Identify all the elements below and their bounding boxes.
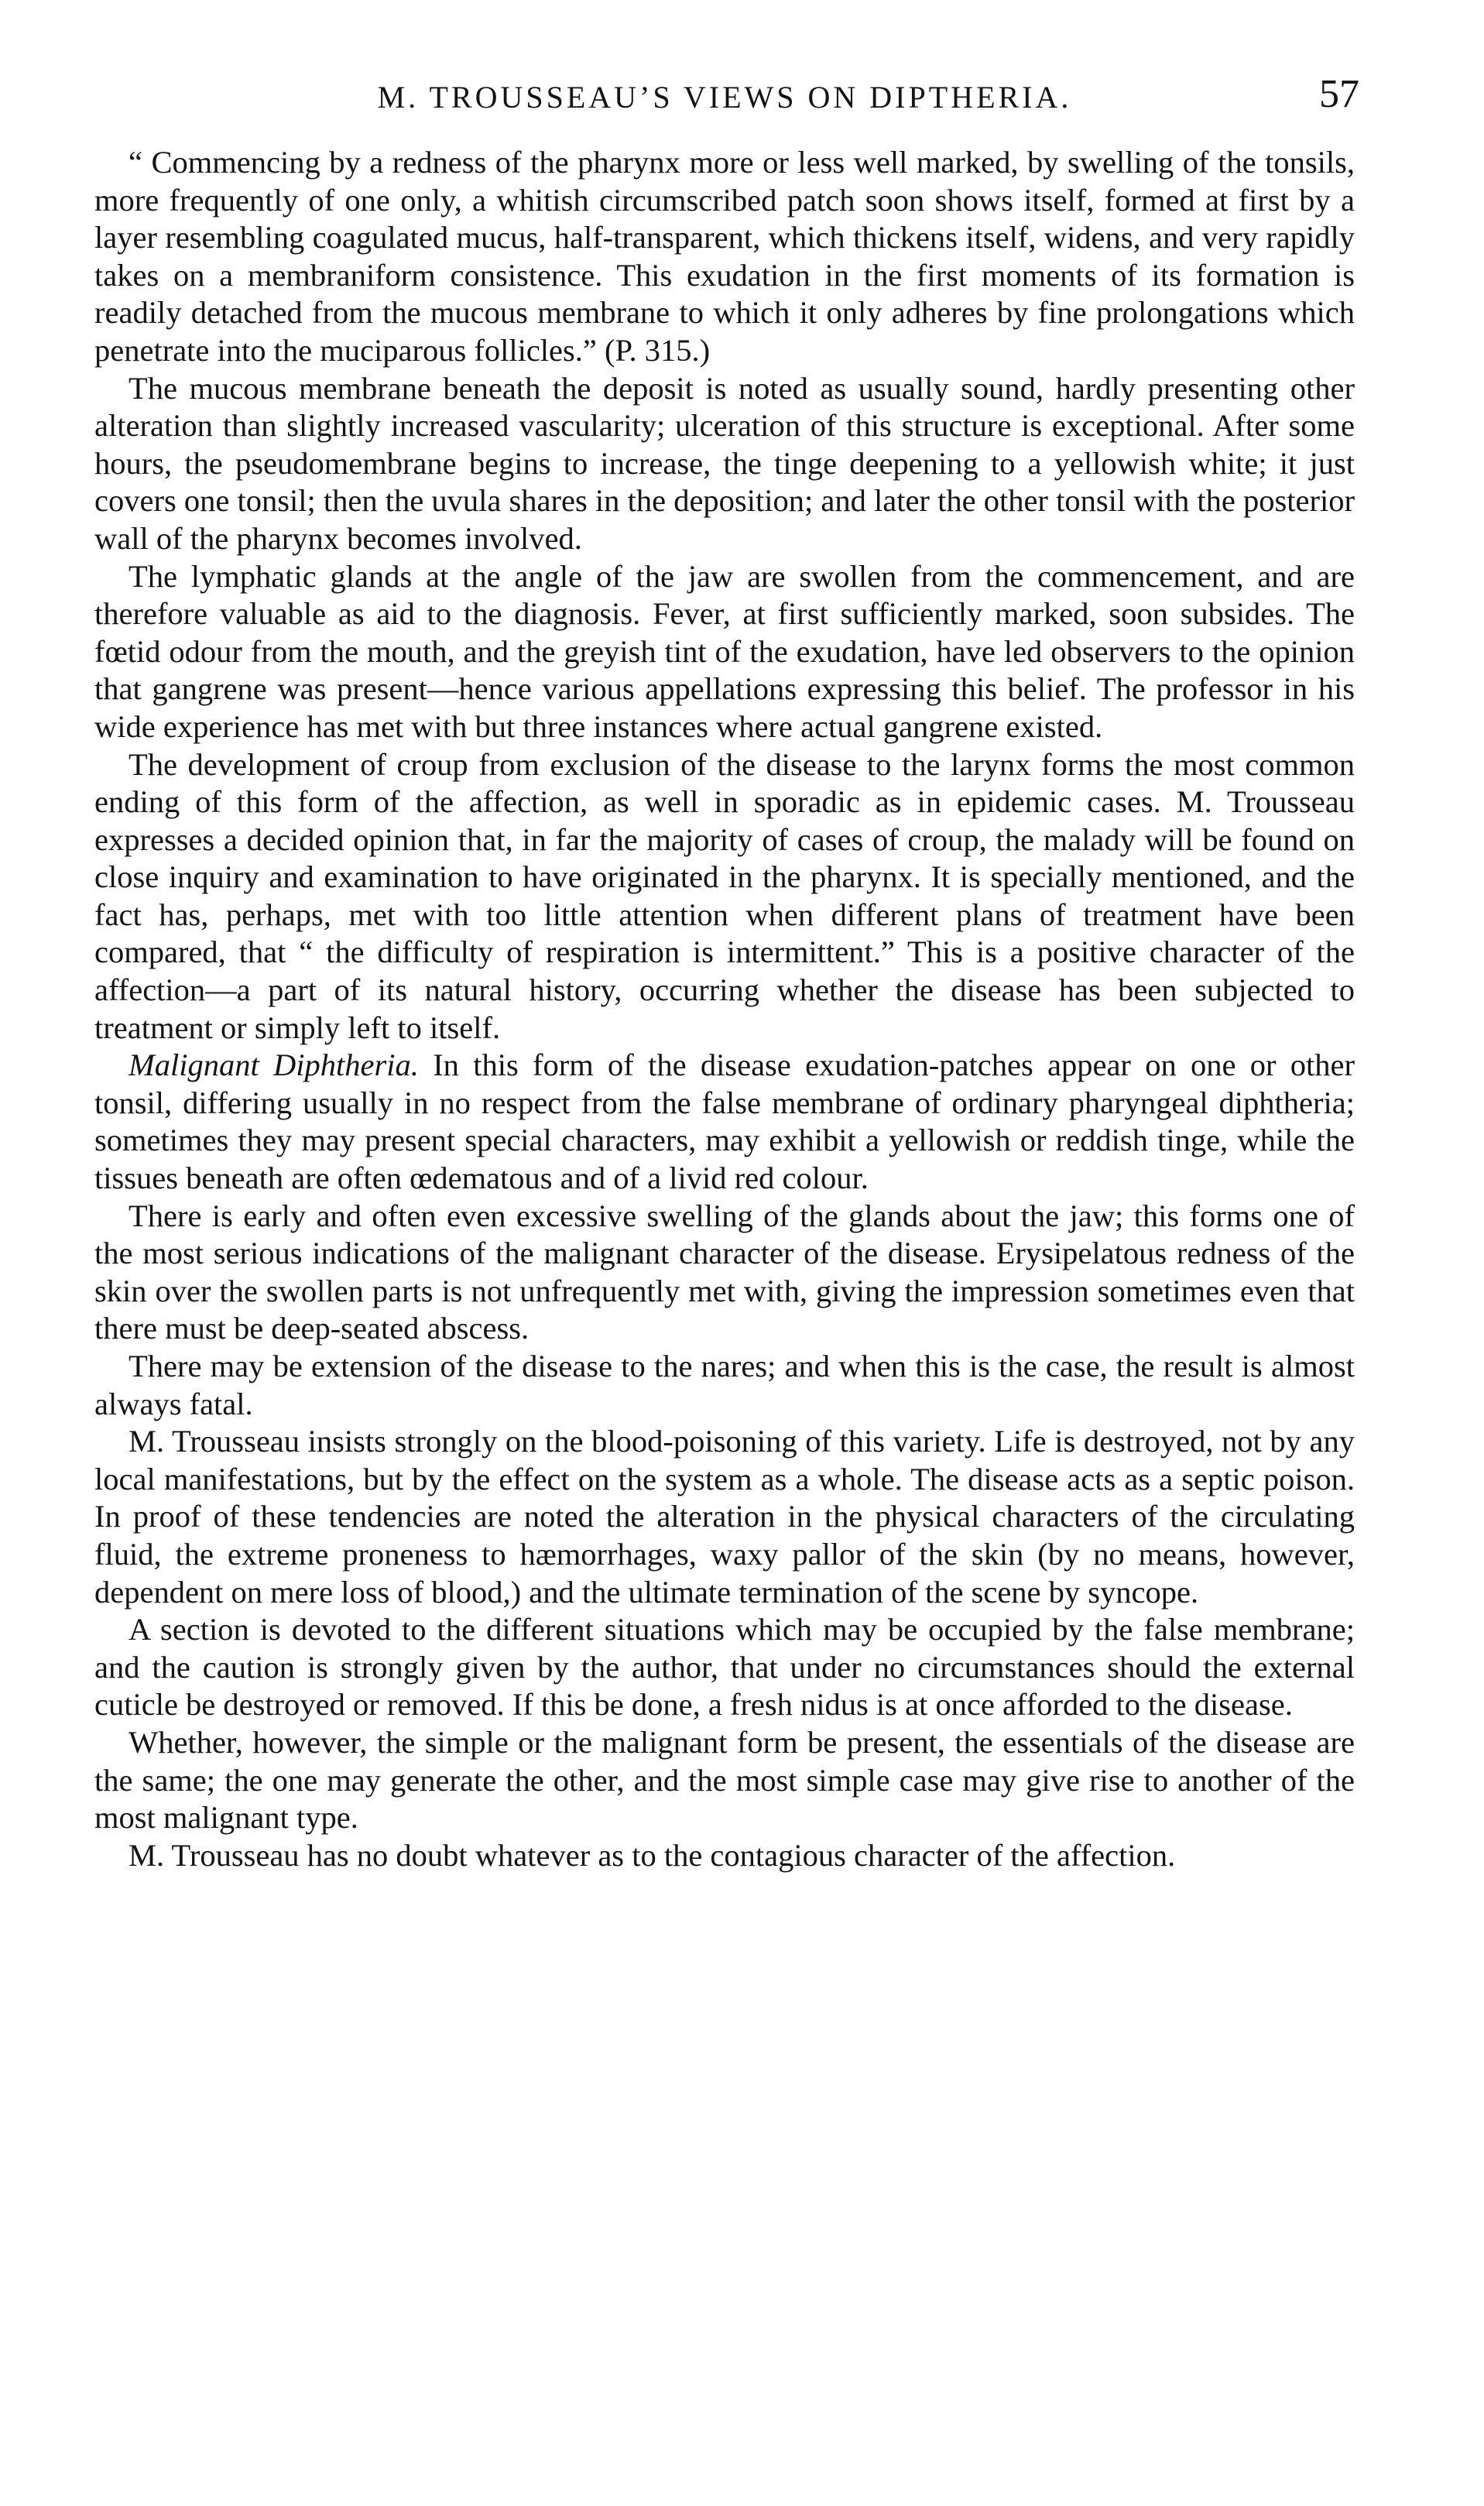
paragraph-text: The lymphatic glands at the angle of the jaw are swollen from the commencement, and are therefore valuable as aid to the diagnosis. Fever, at first sufficiently marked, soon subsides. The fœtid odour from the mouth, and the greyish tint of the exudation, have led observers to the opinion that gangrene was present—hence various appellations expressing this belief. The professor in his wide experience has met with but three instances where actual gangrene existed.: [94, 558, 1355, 744]
paragraph: [94, 1611, 1355, 1724]
paragraph: [94, 1724, 1355, 1837]
body-text: [94, 144, 1355, 1874]
paragraph-text: There may be extension of the disease to the nares; and when this is the case, the result is almost always fatal.: [94, 1349, 1355, 1421]
running-title: M. TROUSSEAU’S VIEWS ON DIPTHERIA.: [377, 80, 1072, 115]
paragraph: [94, 144, 1355, 370]
paragraph-text: A section is devoted to the different situations which may be occupied by the false membrane; and the caution is strongly given by the author, that under no circumstances should the external cuticle be destroyed or removed. If this be done, a fresh nidus is at once afforded to the disease.: [94, 1612, 1355, 1723]
page-number: 57: [1319, 72, 1359, 116]
paragraph-text: In this form of the disease exudation-patches appear on one or other tonsil, differing usually in no respect from the false membrane of ordinary pharyngeal diphtheria; sometimes they may present special characters, may exhibit a yellowish or reddish tinge, while the tissues beneath are often œdematous and of a livid red colour.: [94, 1047, 1355, 1196]
paragraph: [94, 558, 1355, 746]
paragraph: [94, 1837, 1355, 1875]
paragraph: [94, 1047, 1355, 1197]
paragraph: [94, 1348, 1355, 1423]
paragraph-text: Whether, however, the simple or the malignant form be present, the essentials of the disease are the same; the one may generate the other, and the most simple case may give rise to another of the most malignant type.: [94, 1724, 1355, 1836]
paragraph-text: M. Trousseau insists strongly on the blood-poisoning of this variety. Life is destroyed, not by any local manifestations, but by the effect on the system as a whole. The disease acts as a septic poison. In proof of these tendencies are noted the alteration in the physical characters of the circulating fluid, the extreme proneness to hæmorrhages, waxy pallor of the skin (by no means, however, dependent on mere loss of blood,) and the ultimate termination of the scene by syncope.: [94, 1424, 1355, 1610]
paragraph-text: The development of croup from exclusion of the disease to the larynx forms the most common ending of this form of the affection, as well in sporadic as in epidemic cases. M. Trousseau expresses a decided opinion that, in far the majority of cases of croup, the malady will be found on close inquiry and examination to have originated in the pharynx. It is specially mentioned, and the fact has, perhaps, met with too little attention when different plans of treatment have been compared, that “ the difficulty of respiration is intermittent.” This is a positive character of the affection—a part of its natural history, occurring whether the disease has been subjected to treatment or simply left to itself.: [94, 746, 1355, 1045]
section-lead: Malignant Diphtheria.: [129, 1047, 419, 1083]
paragraph-text: “ Commencing by a redness of the pharynx more or less well marked, by swelling of the tonsils, more frequently of one only, a whitish circumscribed patch soon shows itself, formed at first by a layer resembling coagulated mucus, half-transparent, which thickens itself, widens, and very rapidly takes on a membraniform consistence. This exudation in the first moments of its formation is readily detached from the mucous membrane to which it only adheres by fine prolongations which penetrate into the muciparous follicles.” (P. 315.): [94, 145, 1355, 368]
paragraph-text: M. Trousseau has no doubt whatever as to the contagious character of the affection.: [129, 1837, 1176, 1873]
paragraph: [94, 1423, 1355, 1611]
paragraph-text: The mucous membrane beneath the deposit is noted as usually sound, hardly presenting other alteration than slightly increased vascularity; ulceration of this structure is exceptional. After some hours, the pseudomembrane begins to increase, the tinge deepening to a yellowish white; it just covers one tonsil; then the uvula shares in the deposition; and later the other tonsil with the posterior wall of the pharynx becomes involved.: [94, 370, 1355, 556]
paragraph-text: There is early and often even excessive swelling of the glands about the jaw; this forms one of the most serious indications of the malignant character of the disease. Erysipelatous redness of the skin over the swollen parts is not unfrequently met with, giving the impression sometimes even that there must be deep-seated abscess.: [94, 1198, 1355, 1346]
paragraph: [94, 370, 1355, 558]
paragraph: [94, 1198, 1355, 1348]
paragraph: [94, 746, 1355, 1047]
page-header: [94, 71, 1359, 133]
